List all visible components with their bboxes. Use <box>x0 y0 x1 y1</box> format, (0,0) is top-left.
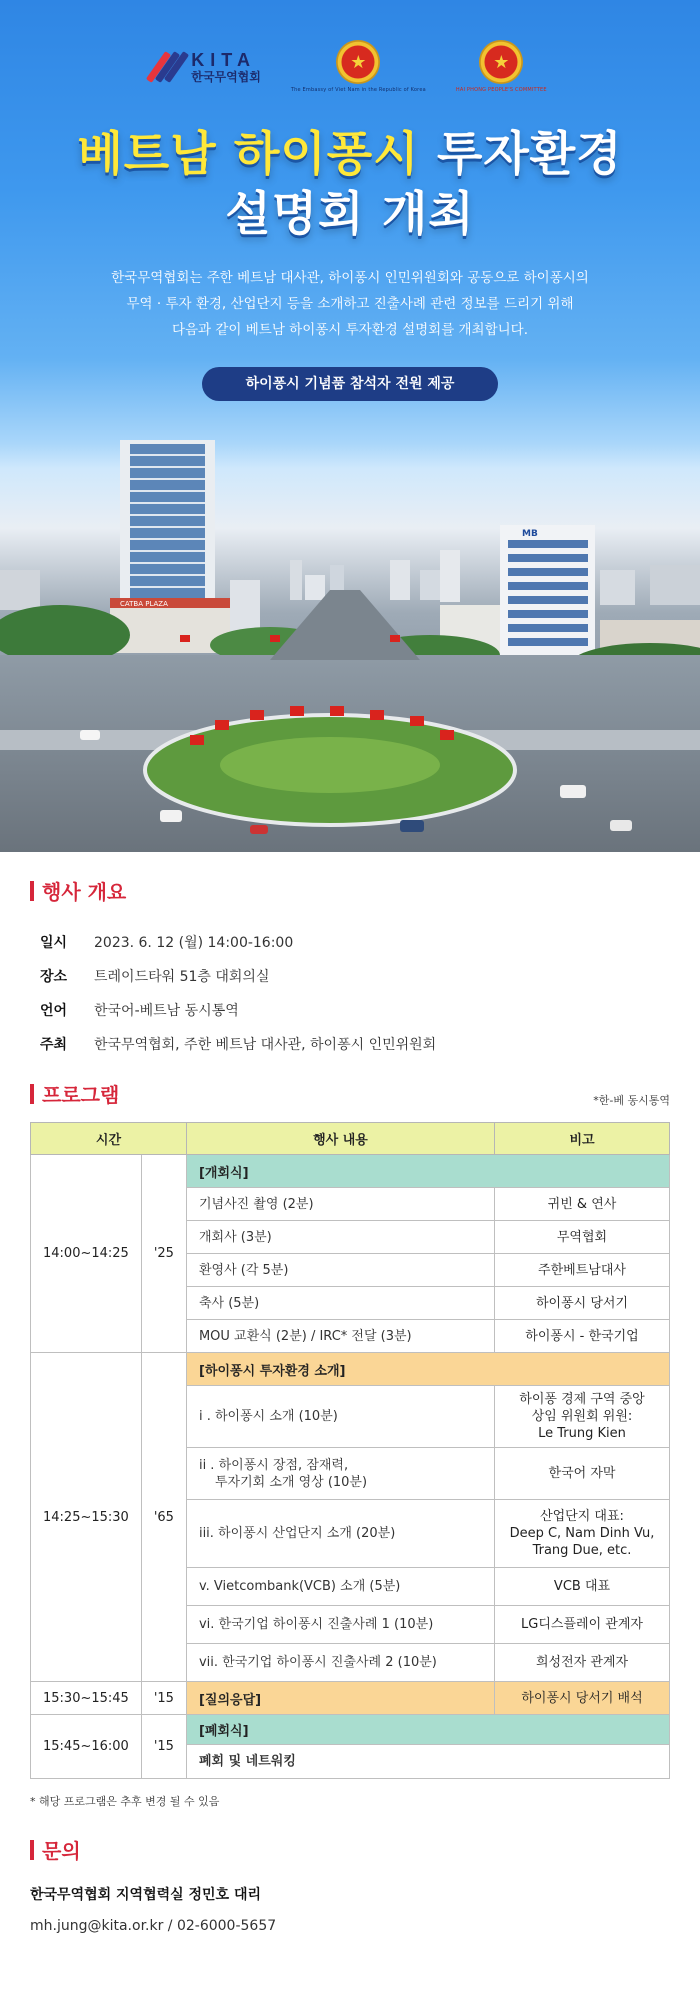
contact-info[interactable]: mh.jung@kita.or.kr / 02-6000-5657 <box>30 1918 277 1934</box>
time-cell: 15:30~15:45 <box>31 1682 142 1715</box>
content-cell: 축사 (5분) <box>186 1287 494 1320</box>
content-cell: 개회사 (3분) <box>186 1221 494 1254</box>
header-remark: 비고 <box>495 1123 670 1155</box>
content-cell: MOU 교환식 (2분) / IRC* 전달 (3분) <box>186 1320 494 1353</box>
contact-name: 한국무역협회 지역협력실 정민호 대리 <box>30 1887 262 1903</box>
overview-label: 언어 <box>40 1003 68 1019</box>
overview-label: 장소 <box>40 969 68 985</box>
overview-value: 트레이드타워 51층 대회의실 <box>94 969 270 985</box>
remark-cell: 희성전자 관계자 <box>495 1644 670 1682</box>
header-time: 시간 <box>31 1123 187 1155</box>
page-title <box>0 125 700 245</box>
overview-label: 일시 <box>40 935 68 951</box>
table-row <box>31 1353 670 1386</box>
program-table <box>30 1122 670 1779</box>
minutes-cell: '15 <box>141 1682 186 1715</box>
time-cell: 14:25~15:30 <box>31 1353 142 1682</box>
minutes-cell: '65 <box>141 1353 186 1682</box>
table-row <box>31 1155 670 1188</box>
kita-logo <box>153 51 261 83</box>
title-highlight: 베트남 하이퐁시 <box>77 127 420 182</box>
mb-sign: MB <box>522 529 538 539</box>
remark-cell: 하이퐁 경제 구역 중앙 상임 위원회 위원: Le Trung Kien <box>495 1386 670 1448</box>
content-cell: 폐회 및 네트워킹 <box>186 1745 669 1779</box>
section-bar-icon <box>30 881 34 901</box>
remark-cell: 하이퐁시 - 한국기업 <box>495 1320 670 1353</box>
section-bar-icon <box>30 1840 34 1860</box>
content-cell: iii. 하이퐁시 산업단지 소개 (20분) <box>186 1500 494 1568</box>
remark-cell: 귀빈 & 연사 <box>495 1188 670 1221</box>
vietnam-emblem-icon: ★ <box>336 40 380 84</box>
logo-row <box>0 40 700 93</box>
time-cell: 14:00~14:25 <box>31 1155 142 1353</box>
overview-row <box>30 1027 670 1061</box>
content-cell: vii. 한국기업 하이퐁시 진출사례 2 (10분) <box>186 1644 494 1682</box>
content-cell: v. Vietcombank(VCB) 소개 (5분) <box>186 1568 494 1606</box>
overview-value: 한국무역협회, 주한 베트남 대사관, 하이퐁시 인민위원회 <box>94 1037 437 1053</box>
content-cell: i . 하이퐁시 소개 (10분) <box>186 1386 494 1448</box>
section-heading-cell: [질의응답] <box>186 1682 494 1715</box>
remark-cell: 주한베트남대사 <box>495 1254 670 1287</box>
embassy-logo <box>291 40 426 93</box>
content-cell: ii . 하이퐁시 장점, 잠재력, 투자기회 소개 영상 (10분) <box>186 1448 494 1500</box>
overview-row <box>30 993 670 1027</box>
section-heading-cell: [폐회식] <box>186 1715 669 1745</box>
overview-title: 행사 개요 <box>30 876 670 905</box>
remark-cell: 한국어 자막 <box>495 1448 670 1500</box>
table-row <box>31 1682 670 1715</box>
hero-banner <box>0 0 700 852</box>
intro-text <box>0 265 700 343</box>
overview-row <box>30 925 670 959</box>
time-cell: 15:45~16:00 <box>31 1715 142 1779</box>
souvenir-badge: 하이퐁시 기념품 참석자 전원 제공 <box>202 367 498 401</box>
contact-section <box>30 1835 670 1934</box>
content-cell: vi. 한국기업 하이퐁시 진출사례 1 (10분) <box>186 1606 494 1644</box>
overview-row <box>30 959 670 993</box>
main-content <box>0 852 700 1934</box>
haiphong-logo <box>456 40 547 93</box>
vietnam-emblem-icon: ★ <box>479 40 523 84</box>
content-cell: 기념사진 촬영 (2분) <box>186 1188 494 1221</box>
kita-logo-ko: 한국무역협회 <box>191 69 261 84</box>
remark-cell: VCB 대표 <box>495 1568 670 1606</box>
interpretation-note: *한-베 동시통역 <box>593 1094 670 1107</box>
intro-line: 다음과 같이 베트남 하이퐁시 투자환경 설명회를 개최합니다. <box>171 322 529 338</box>
remark-cell: 산업단지 대표: Deep C, Nam Dinh Vu, Trang Due, etc. <box>495 1500 670 1568</box>
embassy-caption: The Embassy of Viet Nam in the Republic of Korea <box>290 87 426 93</box>
section-bar-icon <box>30 1084 34 1104</box>
title-part: 투자환경 <box>419 127 623 182</box>
minutes-cell: '15 <box>141 1715 186 1779</box>
section-heading-cell: [개회식] <box>186 1155 669 1188</box>
program-title: 프로그램 <box>30 1079 119 1108</box>
contact-title: 문의 <box>30 1835 670 1864</box>
remark-cell: LG디스플레이 관계자 <box>495 1606 670 1644</box>
table-header-row <box>31 1123 670 1155</box>
title-line2: 설명회 개최 <box>225 187 475 242</box>
program-footnote: * 해당 프로그램은 추후 변경 될 수 있음 <box>30 1795 220 1808</box>
header-content: 행사 내용 <box>186 1123 494 1155</box>
intro-line: 무역 · 투자 환경, 산업단지 등을 소개하고 진출사례 관련 정보를 드리기 위해 <box>126 296 574 312</box>
remark-cell: 하이퐁시 당서기 배석 <box>495 1682 670 1715</box>
program-section <box>30 1079 670 1809</box>
minutes-cell: '25 <box>141 1155 186 1353</box>
haiphong-caption: HAI PHONG PEOPLE'S COMMITTEE <box>455 87 547 93</box>
overview-section <box>30 876 670 1061</box>
city-photo <box>0 430 700 852</box>
overview-list <box>30 925 670 1061</box>
kita-mark-icon <box>153 52 183 82</box>
kita-logo-en: KITA <box>191 49 256 70</box>
remark-cell: 무역협회 <box>495 1221 670 1254</box>
section-heading-cell: [하이퐁시 투자환경 소개] <box>186 1353 669 1386</box>
content-cell: 환영사 (각 5분) <box>186 1254 494 1287</box>
table-row <box>31 1715 670 1745</box>
overview-value: 2023. 6. 12 (월) 14:00-16:00 <box>94 935 294 951</box>
intro-line: 한국무역협회는 주한 베트남 대사관, 하이퐁시 인민위원회와 공동으로 하이퐁시의 <box>111 270 589 286</box>
overview-label: 주최 <box>40 1037 68 1053</box>
catba-sign: CATBA PLAZA <box>120 600 168 608</box>
overview-value: 한국어-베트남 동시통역 <box>94 1003 239 1019</box>
remark-cell: 하이퐁시 당서기 <box>495 1287 670 1320</box>
